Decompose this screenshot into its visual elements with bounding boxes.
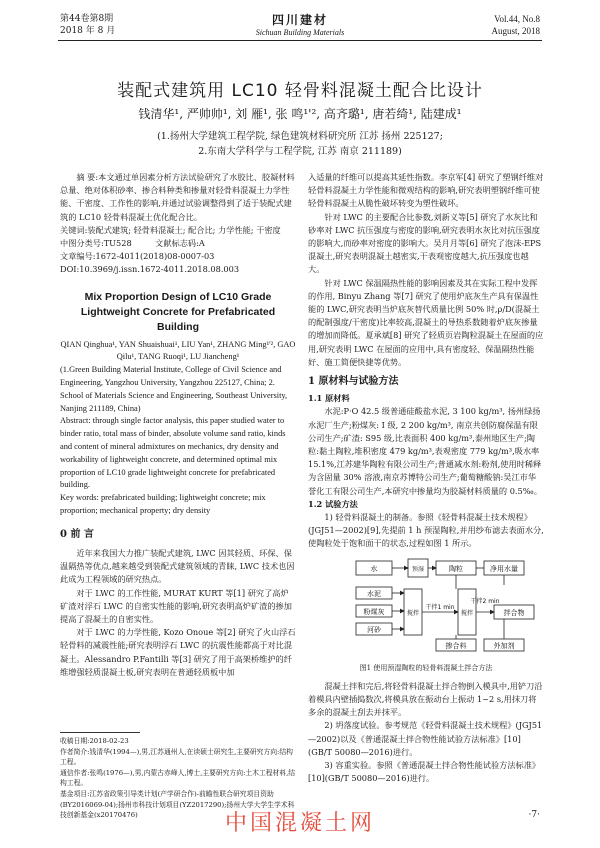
document-code: 文献标志码:A <box>155 238 205 249</box>
flow-dry-mix-1: 干拌1 min <box>425 603 455 611</box>
keywords-cn: 关键词:装配式建筑; 轻骨料混凝土; 配合比; 力学性能; 干密度 <box>60 224 281 235</box>
header-volume: 第44卷第8期 <box>60 14 114 24</box>
footnote-rule <box>60 732 140 733</box>
body-paragraph: 针对 LWC 的主要配合比参数,刘新义等[5] 研究了水灰比和砂率对 LWC 抗压强度与密度的影响,研究表明水灰比对抗压强度的影响大,而砂率对密度的影响大。吴月月等[6] 研究了泡沫-EPS 混凝土,研究表明混凝土越密实,干表观密度越大,抗压强度也越大。 <box>308 211 542 275</box>
english-authors: QIAN Qinghua¹, YAN Shuaishuai¹, LIU Yan¹, ZHANG Ming¹'², GAO Qilu¹, TANG Ruoqi¹, LU Jiancheng¹ <box>60 339 296 362</box>
flow-additive: 外加剂 <box>493 641 515 650</box>
affiliation-line: (1.扬州大学建筑工程学院, 绿色建筑材料研究所 江苏 扬州 225127; <box>157 131 443 142</box>
english-abstract: Abstract: through single factor analysis, this paper studied water to binder ratio, total mass of binder, absolute volume sand ratio, kinds and content of mineral admixtures on mechanics, dry density and workability of lightweight concrete, and determined optimal mix proportion of LC10 grade lightweight concrete for prefabricated building. <box>60 416 286 490</box>
page-number: ·7· <box>528 810 540 820</box>
header-date: 2018 年 8 月 <box>60 26 116 36</box>
footnote-corresponding: 通信作者:张鸣(1976—),男,内蒙古赤峰人,博士,主要研究方向:土木工程材料,结构工程。 <box>60 768 296 788</box>
article-title: 装配式建筑用 LC10 轻骨料混凝土配合比设计 <box>117 81 483 101</box>
body-paragraph: 对于 LWC 的工作性能, MURAT KURT 等[1] 研究了高炉矿渣对浮石 LWC 的自密实性能的影响,研究表明高炉矿渣的掺加提高了混凝土的自密实性。 <box>60 587 292 624</box>
footnote-funding: 基金项目:江苏省政策引导类计划(产学研合作)-前瞻性联合研究项目资助(BY2016069-04);扬州市科技计划项目(YZ2017290);扬州大学大学生学术科技创新基金(x20170476) <box>60 789 295 820</box>
header-date-en: August, 2018 <box>491 26 540 36</box>
header-issue-en <box>491 13 540 37</box>
body-paragraph: 2) 坍落度试验。参考规范《轻骨料混凝土技术规程》(JGJ51—2002)以及《普通混凝土拌合物性能试验方法标准》[10](GB/T 50080—2016)进行。 <box>308 720 543 757</box>
journal-name: Sichuan Building Materials <box>255 28 345 37</box>
mixing-flowchart <box>308 555 544 663</box>
watermark: 中国混凝土网 <box>224 811 375 836</box>
header-rule <box>58 40 542 41</box>
affiliation-line: 2.东南大学科学与工程学院, 江苏 南京 211189) <box>198 146 402 157</box>
section-1-heading: 1 原材料与试验方法 <box>308 376 399 388</box>
flow-water: 水 <box>370 564 378 573</box>
section-1-2-heading: 1.2 试验方法 <box>308 498 358 509</box>
footnote-received: 收稿日期:2018-02-23 <box>60 737 129 745</box>
header-issue <box>60 13 115 37</box>
flow-mixer-1: 搅拌 <box>406 609 420 617</box>
left-column <box>60 171 296 679</box>
flow-dry-mix-2: 干拌2 min <box>470 597 500 605</box>
doi: DOI:10.3969/j.issn.1672-4011.2018.08.003 <box>60 264 240 275</box>
header-journal <box>220 11 380 37</box>
journal-logo: 四川建材 <box>271 13 328 27</box>
section-0-heading: 0 前 言 <box>60 528 94 540</box>
body-paragraph: 入适量的纤维可以提高其延性指数。李京军[4] 研究了塑钢纤维对轻骨料混凝土力学性能和微观结构的影响,研究表明塑钢纤维可使轻骨料混凝土从脆性破坏转变为塑性破坏。 <box>308 172 544 209</box>
article-number: 文章编号:1672-4011(2018)08-0007-03 <box>60 251 215 262</box>
body-paragraph: 对于 LWC 的力学性能, Kozo Onoue 等[2] 研究了火山浮石轻骨料的减震性能;研究表明浮石 LWC 的抗震性能都高于对比混凝土。Alessandro P.Fantilli 等[3] 研究了用于高架桥维护的纤维增强轻质混凝土板,研究表明在普通轻质板中加 <box>60 627 296 677</box>
english-keywords: Key words: prefabricated building; lightweight concrete; mix proportion; mechanical property; dry density <box>60 493 266 515</box>
section-1-1-heading: 1.1 原材料 <box>308 393 350 404</box>
footnote-author: 作者简介:钱清华(1994—),男,江苏通州人,在读硕士研究生,主要研究方向:结构工程。 <box>60 747 293 767</box>
flow-net-water: 净用水量 <box>490 564 518 573</box>
flow-mixer-2: 搅拌 <box>460 609 474 617</box>
method-paragraph: 1) 轻骨料混凝土的制备。参照《轻骨料混凝土技术规程》(JGJ51—2002)[9],先提前 1 h 预湿陶粒,并用纱布滤去表面水分,使陶粒处于饱和面干的状态,过程如图 1 所示。 <box>308 512 544 549</box>
flow-ceramsite: 陶粒 <box>449 564 463 573</box>
body-paragraph: 混凝土拌和完后,将轻骨料混凝土拌合物倒入模具中,用铲刀沿着模具内壁插捣数次,将模具放在振动台上振动 1~2 s,用抹刀将多余的混凝土刮去并抹平。 <box>308 680 543 718</box>
body-paragraph: 近年来我国大力推广装配式建筑, LWC 因其轻质、环保、保温隔热等优点,越来越受到装配式建筑领域的青睐, LWC 技术也因此成为工程领域的研究热点。 <box>60 547 295 585</box>
flow-cement: 水泥 <box>367 589 381 598</box>
english-affiliation: (1.Green Building Material Institute, College of Civil Science and Engineering, Yangzhou University, Yangzhou 225127, China; 2. School of Materials Science and Engineering, Southeast University, Nanjing 211189, China) <box>60 365 288 413</box>
classification-line <box>60 237 296 250</box>
flow-admixture: 掺合料 <box>445 641 467 650</box>
author-list: 钱清华¹, 严帅帅¹, 刘 雁¹, 张 鸣¹'², 高齐璐¹, 唐若绮¹, 陆建成¹ <box>138 107 462 121</box>
flow-flyash: 粉煤灰 <box>363 607 385 616</box>
english-title: Mix Proportion Design of LC10 Grade Lightweight Concrete for Prefabricated Building <box>80 290 276 333</box>
flow-mixture: 拌合物 <box>503 608 525 617</box>
body-paragraph: 针对 LWC 保温隔热性能的影响因素及其在实际工程中发挥的作用, Binyu Zhang 等[7] 研究了使用炉底灰生产具有保温性能的 LWC,研究表明当炉底灰替代质量比例 50% 时,ρ/D(混凝土的配制强度/干密度)比率较高,混凝土的导热系数随着炉底灰掺量的增加而降低。夏承斌[8] 研究了轻质页岩陶粒混凝土在屋面的应用,研究表明 LWC 在屋面的应用中,具有密度轻、保温隔热性能好、施工简便快捷等优势。 <box>308 277 544 367</box>
body-paragraph: 3) 容重实验。参照《普通混凝土拌合物性能试验方法标准》[10](GB/T 50080—2016)进行。 <box>308 759 541 784</box>
affiliations <box>58 129 542 159</box>
materials-paragraph: 水泥:P·O 42.5 级普通硅酸盐水泥, 3 100 kg/m³, 扬州绿扬水泥厂生产;粉煤灰: I 级, 2 200 kg/m³, 南京共创防腐保温有限公司生产;矿渣: S95 级,比表面积 400 kg/m³,泰州地区生产;陶粒:黏土陶粒,堆积密度 479 kg/m³,表观密度 779 kg/m³,吸水率 15.1%,江苏建华陶粒有限公司生产;普通减水剂:粉剂,使用时稀释为含固量 30% 溶液,南京苏博特公司生产;葡萄糖酸钠:吴江市华誉化工有限公司生产,本研究中掺量均为胶凝材料质量的 0.5‰。 <box>308 406 542 496</box>
abstract-cn: 摘 要:本文通过单因素分析方法试验研究了水胶比、胶凝材料总量、绝对体积砂率、掺合料种类和掺量对轻骨料混凝土力学性能、干密度、工作性的影响,并通过试验调整得到了适于装配式建筑的 LC10 轻骨料混凝土优化配合比。 <box>60 172 295 222</box>
figure-caption: 图1 使用预湿陶粒的轻骨料混凝土拌合方法 <box>359 663 493 672</box>
header-volume-en: Vol.44, No.8 <box>494 14 540 24</box>
flow-sand: 河砂 <box>367 625 381 634</box>
right-column <box>308 171 544 785</box>
clc-number: 中图分类号:TU528 <box>60 238 132 249</box>
flow-prewet: 预湿 <box>411 565 425 573</box>
